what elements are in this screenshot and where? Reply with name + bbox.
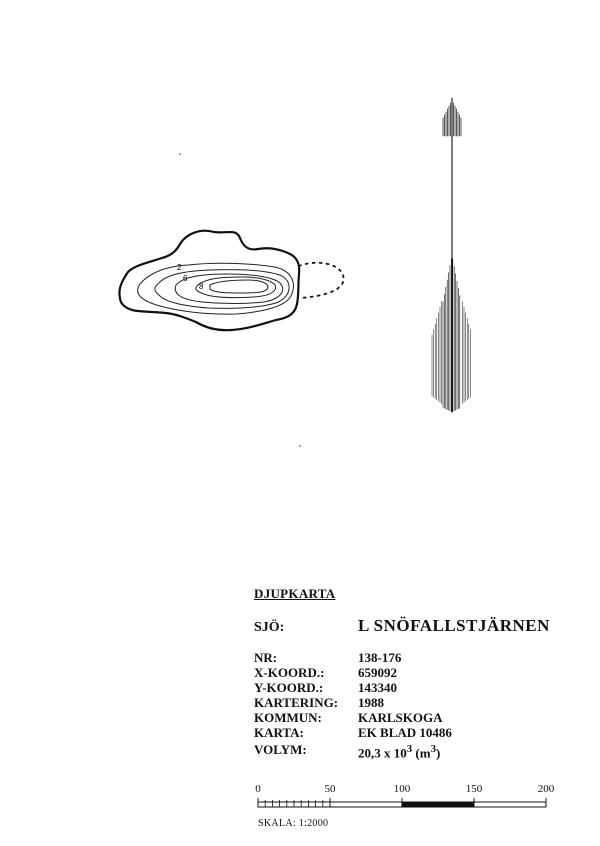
depth-label: 2 [177, 263, 182, 272]
volume-mantissa: 20,3 x 10 [358, 745, 407, 761]
volume-exponent: 3 [406, 743, 413, 755]
info-key: NR: [254, 650, 278, 665]
info-value: 143340 [358, 680, 397, 695]
depth-label: 6 [183, 274, 188, 283]
scale-tick-label: 200 [537, 783, 555, 795]
info-key: KOMMUN: [254, 710, 322, 725]
scale-bar [258, 798, 546, 807]
info-key: KARTERING: [254, 695, 339, 710]
depth-contours [138, 263, 294, 314]
info-value: EK BLAD 10486 [358, 725, 452, 740]
scale-tick-label: 50 [324, 783, 336, 795]
lake-label: SJÖ: [254, 620, 285, 635]
info-key: X-KOORD.: [254, 665, 325, 680]
lake-name: L SNÖFALLSTJÄRNEN [358, 616, 550, 635]
scale-bar-fill [402, 802, 474, 807]
lake-shoreline [119, 231, 299, 330]
map-speck [179, 153, 181, 155]
scale-tick-label: 100 [393, 783, 411, 795]
info-value: 1988 [358, 695, 384, 710]
contour-2m [138, 263, 294, 314]
scale-tick-label: 0 [255, 783, 261, 795]
volume-key: VOLYM: [254, 742, 307, 757]
scale-tick-label: 150 [465, 783, 483, 795]
info-key: KARTA: [254, 725, 304, 740]
scale-title: SKALA: 1:2000 [258, 818, 329, 829]
volume-unit-exponent: 3 [430, 743, 437, 755]
dotted-outlet [299, 263, 344, 298]
depth-label: 8 [199, 282, 204, 291]
map-speck [299, 445, 301, 447]
north-arrow-icon [432, 98, 470, 412]
info-key: Y-KOORD.: [254, 680, 324, 695]
info-value: KARLSKOGA [358, 710, 443, 725]
map-heading: DJUPKARTA [254, 586, 336, 601]
contour-6m [175, 274, 282, 304]
contour-9m [210, 280, 268, 293]
info-value: 659092 [358, 665, 397, 680]
volume-unit-close: ) [436, 745, 441, 761]
volume-value [358, 742, 440, 760]
info-value: 138-176 [358, 650, 402, 665]
volume-unit-open: (m [415, 745, 431, 761]
